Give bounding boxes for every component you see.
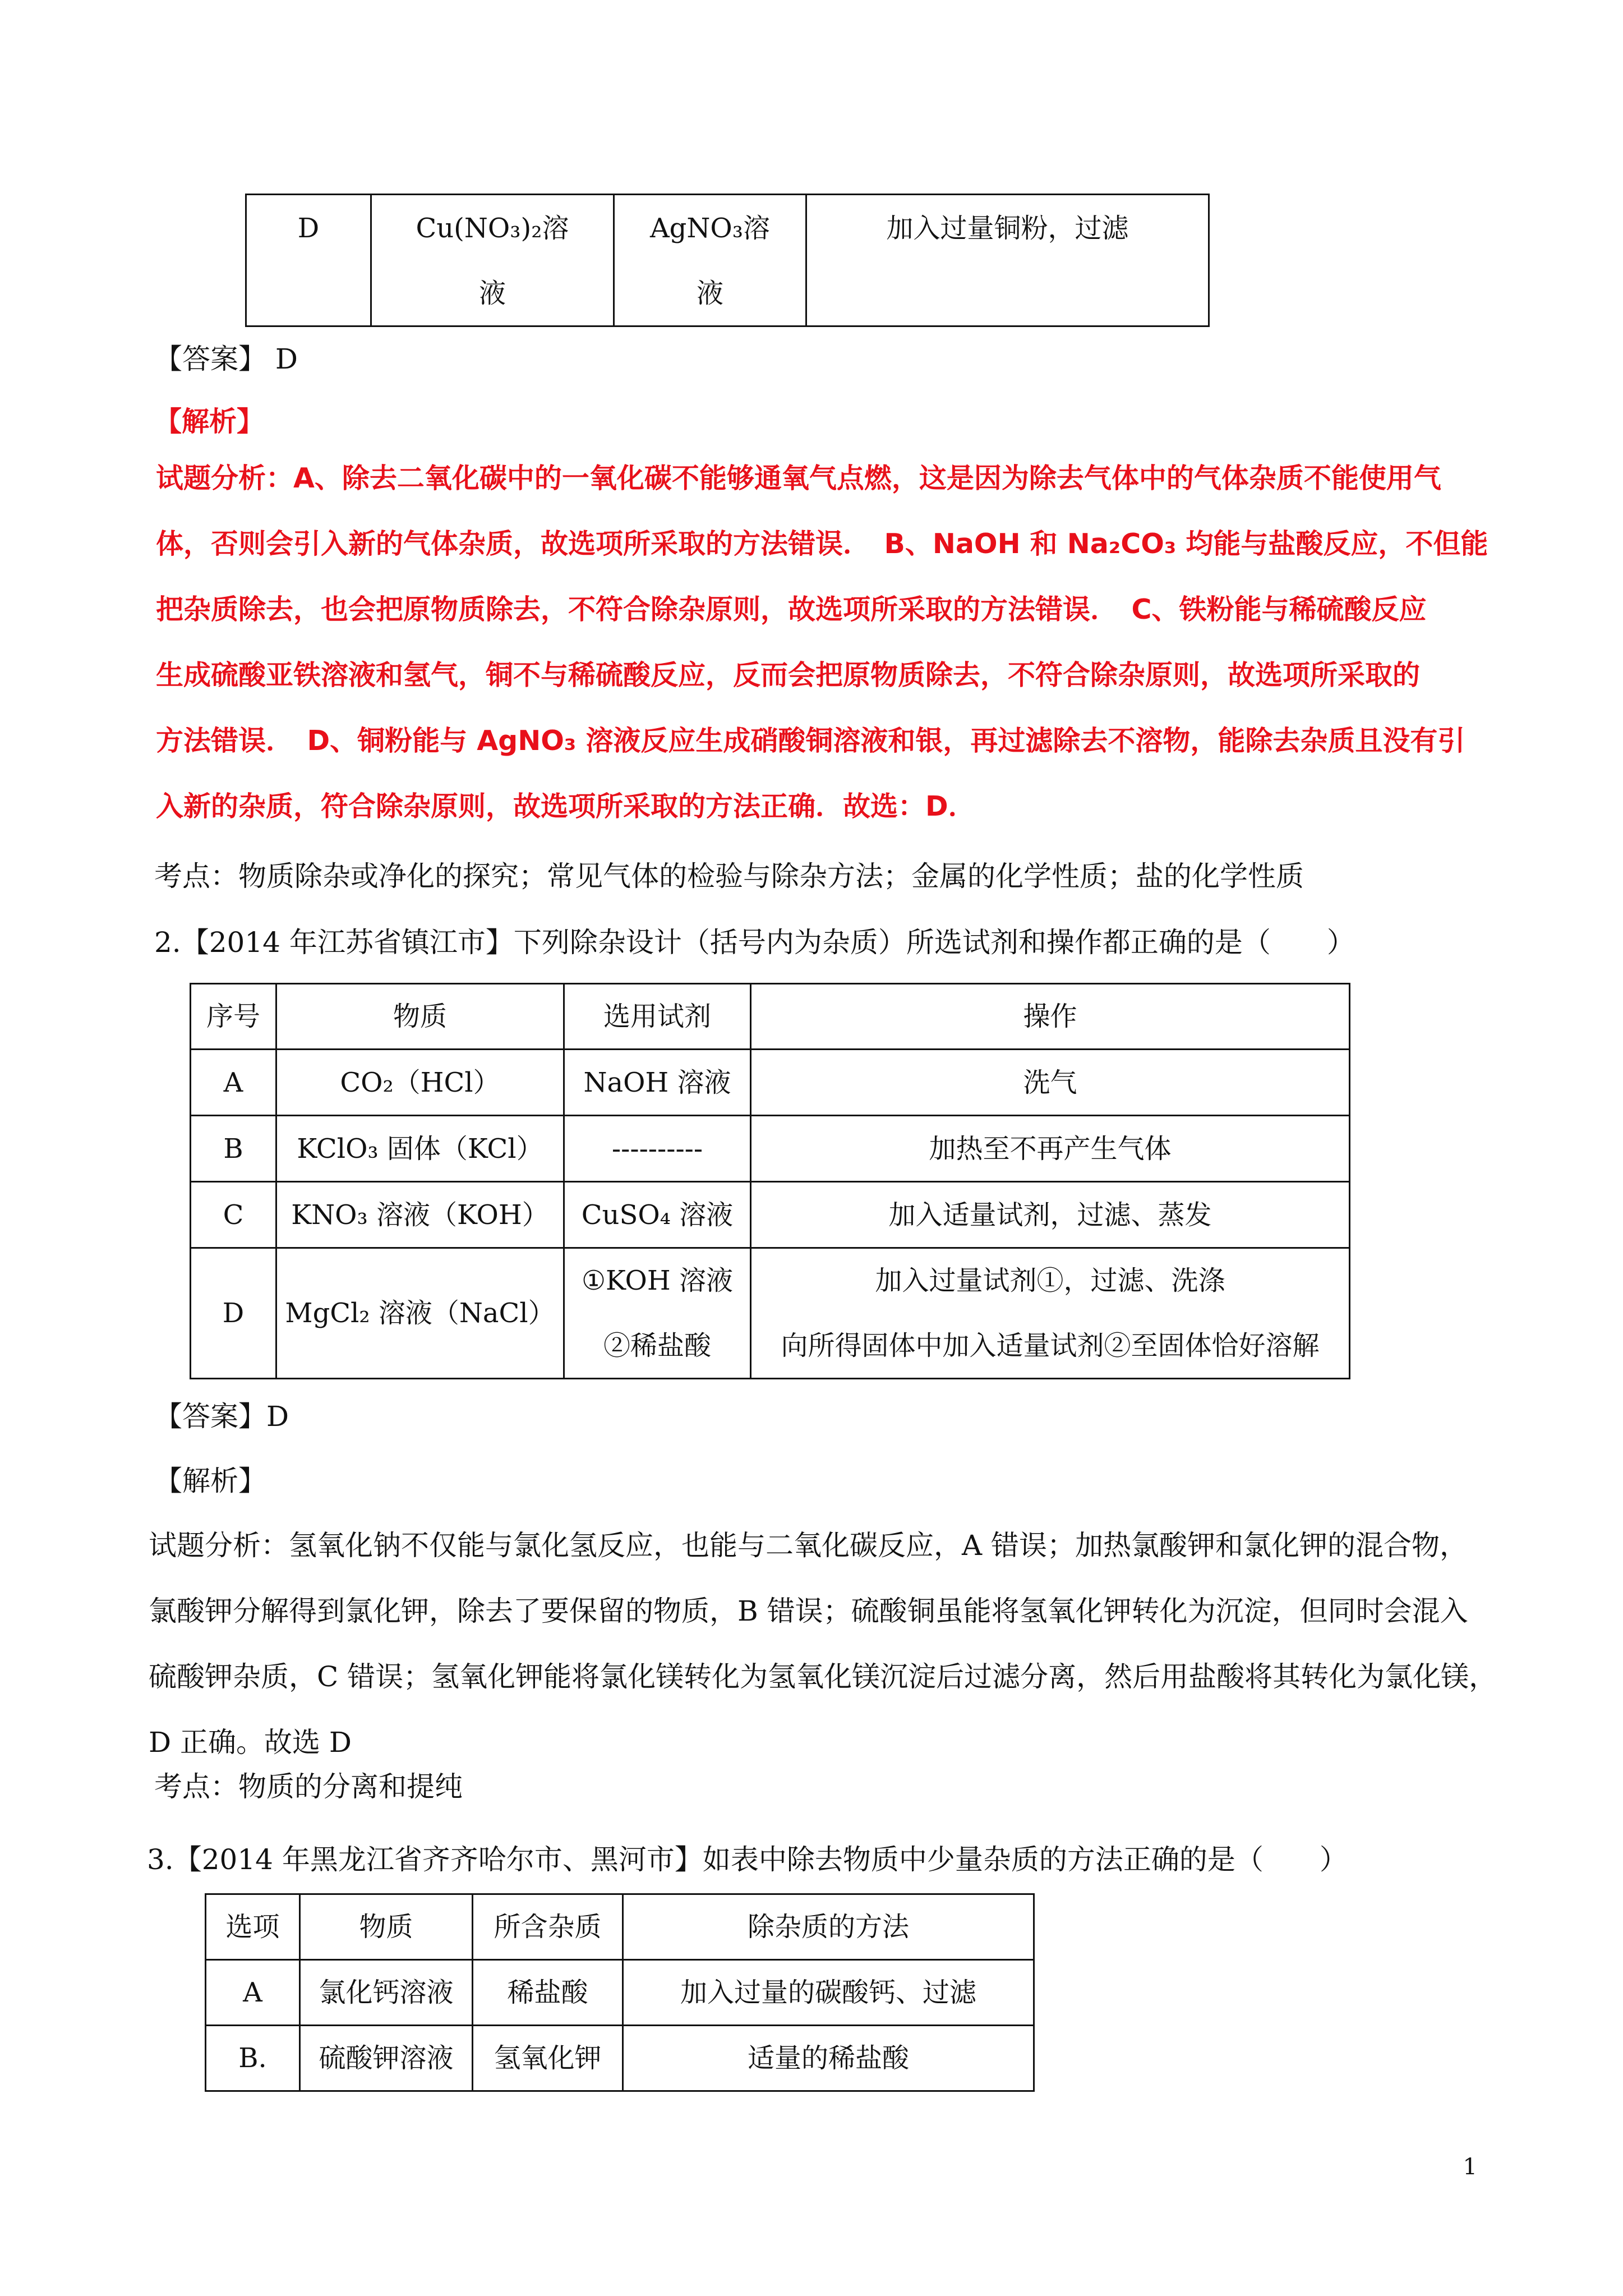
table-cell [371,195,614,326]
table-cell: 硫酸钾溶液 [300,2026,473,2091]
table-cell: D [246,195,371,326]
table-cell: B [191,1116,276,1182]
analysis-line: 把杂质除去，也会把原物质除去，不符合除杂原则，故选项所采取的方法错误． C、铁粉能与稀硫酸反应 [156,593,1427,625]
table-cell: 洗气 [751,1050,1350,1116]
table-cell: KClO₃ 固体（KCl） [276,1116,564,1182]
table-cell: A [191,1050,276,1116]
table-cell: 加入适量试剂，过滤、蒸发 [751,1182,1350,1248]
table-row [191,1248,1350,1379]
q3-table [205,1893,1035,2092]
table-cell: 加入过量铜粉，过滤 [806,195,1209,326]
table-header-row [206,1894,1034,1960]
table-row [246,195,1209,326]
table-cell [564,1248,751,1379]
table-header: 物质 [276,984,564,1050]
answer-label: 【答案】 [154,1400,266,1433]
cell-line: 液 [696,278,723,309]
table-header: 选用试剂 [564,984,751,1050]
table-header: 操作 [751,984,1350,1050]
q1-analysis-label: 【解析】 [154,406,265,438]
cell-line: 加入过量试剂①，过滤、洗涤 [875,1265,1225,1296]
table-header: 序号 [191,984,276,1050]
table-cell: CuSO₄ 溶液 [564,1182,751,1248]
table-cell: C [191,1182,276,1248]
analysis-line: 生成硫酸亚铁溶液和氢气，铜不与稀硫酸反应，反而会把原物质除去，不符合除杂原则，故选项所采取的 [156,659,1421,691]
q1-answer [154,342,298,376]
cell-line: AgNO₃溶 [650,213,770,244]
table-continued [245,194,1210,327]
table-cell: A [206,1960,300,2026]
table-header: 除杂质的方法 [623,1894,1034,1960]
q3-question: 3.【2014 年黑龙江省齐齐哈尔市、黑河市】如表中除去物质中少量杂质的方法正确的是（ ） [147,1843,1348,1876]
table-row [191,1116,1350,1182]
table-cell [751,1248,1350,1379]
q2-question: 2.【2014 年江苏省镇江市】下列除杂设计（括号内为杂质）所选试剂和操作都正确的是（ ） [154,926,1355,959]
table-header: 选项 [206,1894,300,1960]
table-cell: 氢氧化钾 [473,2026,623,2091]
table-row [191,1182,1350,1248]
analysis-line: 氯酸钾分解得到氯化钾，除去了要保留的物质，B 错误；硫酸铜虽能将氢氧化钾转化为沉淀，但同时会混入 [149,1595,1468,1627]
table-cell: KNO₃ 溶液（KOH） [276,1182,564,1248]
analysis-line: 试题分析：A、除去二氧化碳中的一氧化碳不能够通氧气点燃，这是因为除去气体中的气体杂质不能使用气 [156,462,1441,494]
q2-kaodian: 考点：物质的分离和提纯 [154,1770,463,1803]
table-header-row [191,984,1350,1050]
table-row [191,1050,1350,1116]
cell-line: Cu(NO₃)₂溶 [416,213,569,244]
table-row [206,2026,1034,2091]
cell-line: 向所得固体中加入适量试剂②至固体恰好溶解 [781,1330,1320,1361]
table-cell: 加热至不再产生气体 [751,1116,1350,1182]
table-cell: 适量的稀盐酸 [623,2026,1034,2091]
analysis-line: 入新的杂质，符合除杂原则，故选项所采取的方法正确．故选：D． [156,790,976,822]
table-cell: B. [206,2026,300,2091]
table-header: 所含杂质 [473,1894,623,1960]
q1-analysis-text [156,462,1496,855]
cell-line: 液 [478,278,506,309]
table-cell: 加入过量的碳酸钙、过滤 [623,1960,1034,2026]
table-cell: 氯化钙溶液 [300,1960,473,2026]
page-number: 1 [1463,2154,1477,2180]
table-cell: ---------- [564,1116,751,1182]
answer-value: D [266,1400,289,1433]
q2-table [190,983,1350,1379]
answer-label: 【答案】 [154,343,266,375]
table-cell: 稀盐酸 [473,1960,623,2026]
table-cell: D [191,1248,276,1379]
analysis-line: D 正确。故选 D [149,1726,352,1759]
q2-analysis-text [149,1529,1497,1791]
cell-line: ②稀盐酸 [603,1330,711,1361]
table-cell: CO₂（HCl） [276,1050,564,1116]
table-cell [614,195,806,326]
q1-kaodian: 考点：物质除杂或净化的探究；常见气体的检验与除杂方法；金属的化学性质；盐的化学性质 [154,860,1304,892]
cell-line: ①KOH 溶液 [581,1265,734,1296]
analysis-line: 体，否则会引入新的气体杂质，故选项所采取的方法错误． B、NaOH 和 Na₂CO₃ 均能与盐酸反应，不但能 [156,528,1488,560]
table-cell: MgCl₂ 溶液（NaCl） [276,1248,564,1379]
analysis-line: 方法错误． D、铜粉能与 AgNO₃ 溶液反应生成硝酸铜溶液和银，再过滤除去不溶物，能除去杂质且没有引 [156,725,1465,757]
table-header: 物质 [300,1894,473,1960]
analysis-line: 硫酸钾杂质，C 错误；氢氧化钾能将氯化镁转化为氢氧化镁沉淀后过滤分离，然后用盐酸将其转化为氯化镁， [149,1660,1497,1693]
analysis-line: 试题分析：氢氧化钠不仅能与氯化氢反应，也能与二氧化碳反应，A 错误；加热氯酸钾和氯化钾的混合物， [149,1529,1468,1562]
answer-value: D [275,343,298,375]
table-row [206,1960,1034,2026]
q2-analysis-label: 【解析】 [154,1465,266,1497]
table-cell: NaOH 溶液 [564,1050,751,1116]
q2-answer [154,1400,289,1433]
